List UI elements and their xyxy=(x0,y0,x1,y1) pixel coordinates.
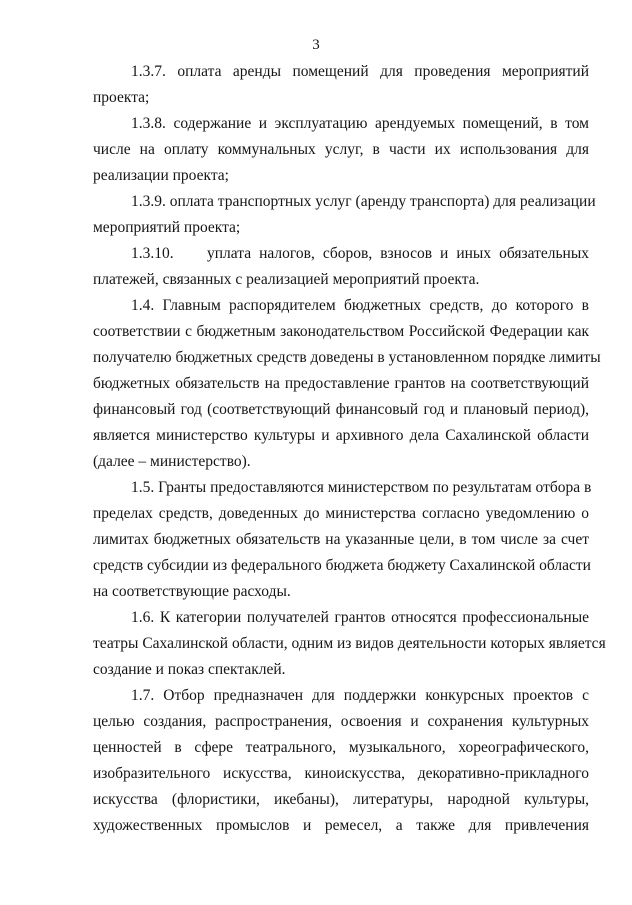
text-line: числе на оплату коммунальных услуг, в части их использования для xyxy=(93,141,589,158)
text-line: средств субсидии из федерального бюджета бюджету Сахалинской области xyxy=(93,557,591,574)
text-line: целью создания, распространения, освоения и сохранения культурных xyxy=(93,713,589,730)
text-line: художественных промыслов и ремесел, а также для привлечения xyxy=(93,817,589,834)
text-line: 1.3.7. оплата аренды помещений для проведения мероприятий xyxy=(131,63,589,80)
text-line: реализации проекта; xyxy=(93,167,229,184)
text-line: искусства (флористики, икебаны), литературы, народной культуры, xyxy=(93,791,589,808)
text-line: бюджетных обязательств на предоставление грантов на соответствующий xyxy=(93,375,589,392)
text-line: лимитах бюджетных обязательств на указанные цели, в том числе за счет xyxy=(93,531,589,548)
text-line xyxy=(131,241,589,267)
text-line: театры Сахалинской области, одним из видов деятельности которых является xyxy=(93,635,606,652)
text-line: соответствии с бюджетным законодательством Российской Федерации как xyxy=(93,323,589,340)
text-line: 1.3.9. оплата транспортных услуг (аренду транспорта) для реализации xyxy=(131,193,596,210)
text-line: проекта; xyxy=(93,89,150,106)
text-line: изобразительного искусства, киноискусства, декоративно-прикладного xyxy=(93,765,589,782)
text-line: создание и показ спектаклей. xyxy=(93,661,286,678)
text-line: платежей, связанных с реализацией мероприятий проекта. xyxy=(93,271,480,288)
text-line: финансовый год (соответствующий финансовый год и плановый период), xyxy=(93,401,589,418)
text-line: 1.7. Отбор предназначен для поддержки конкурсных проектов с xyxy=(131,687,589,704)
text-line: получателю бюджетных средств доведены в установленном порядке лимиты xyxy=(93,349,601,366)
text-line: является министерство культуры и архивного дела Сахалинской области xyxy=(93,427,589,444)
text-line: пределах средств, доведенных до министерства согласно уведомлению о xyxy=(93,505,589,522)
text-line: на соответствующие расходы. xyxy=(93,583,291,600)
text-line: 1.6. К категории получателей грантов относятся профессиональные xyxy=(131,609,589,626)
clause-text: уплата налогов, сборов, взносов и иных обязательных xyxy=(207,245,589,262)
text-line: ценностей в сфере театрального, музыкального, хореографического, xyxy=(93,739,589,756)
text-line: мероприятий проекта; xyxy=(93,219,241,236)
text-line: 1.4. Главным распорядителем бюджетных средств, до которого в xyxy=(131,297,589,314)
text-line: (далее – министерство). xyxy=(93,453,251,470)
page-number: 3 xyxy=(312,37,320,53)
text-line: 1.3.8. содержание и эксплуатацию арендуемых помещений, в том xyxy=(131,115,589,132)
clause-number: 1.3.10. xyxy=(131,245,174,262)
text-line: 1.5. Гранты предоставляются министерством по результатам отбора в xyxy=(131,479,592,496)
